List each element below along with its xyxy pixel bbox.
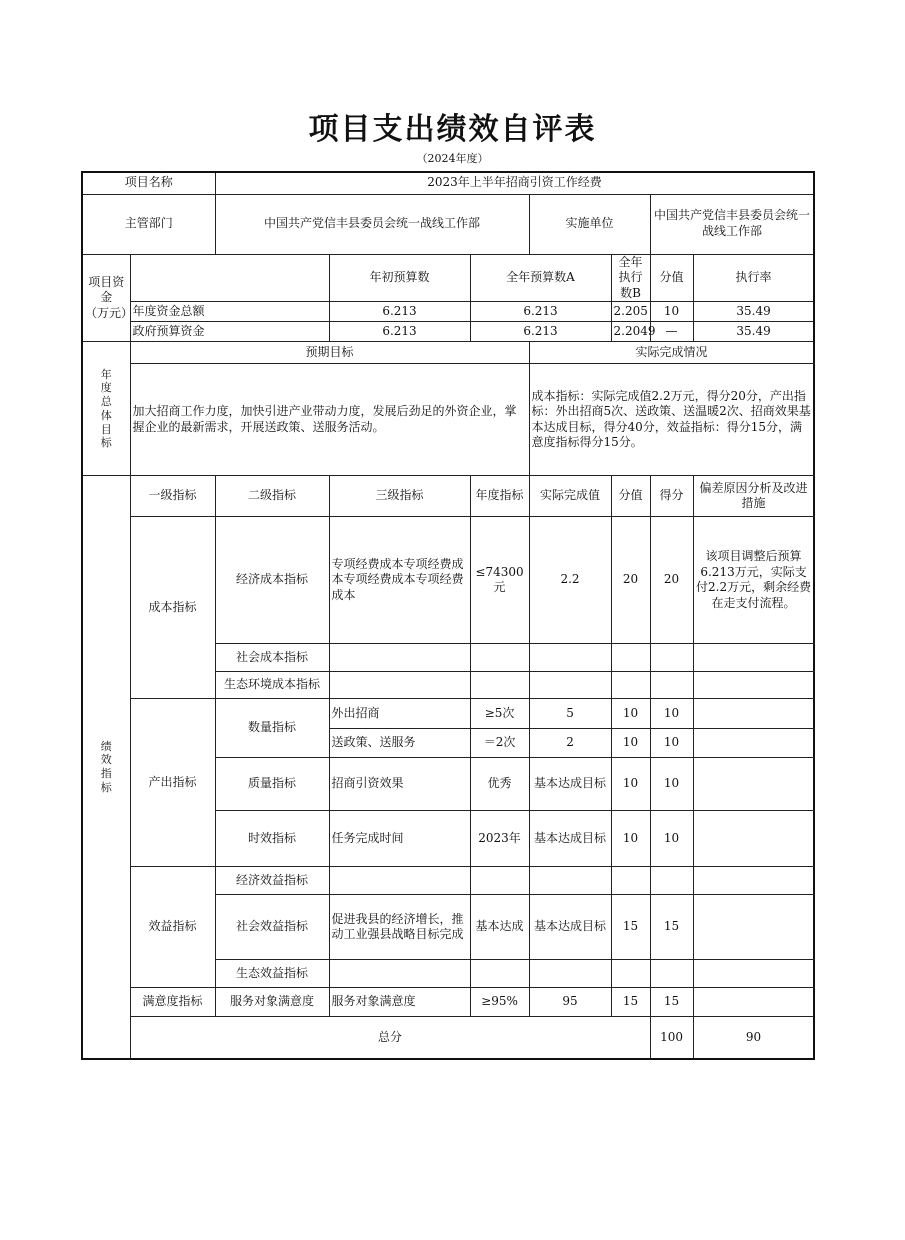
funds-header: 执行率 xyxy=(693,254,814,302)
funds-cell: 6.213 xyxy=(470,302,611,322)
timeliness-indicator: 时效指标 xyxy=(215,811,329,867)
satisfaction-l2: 服务对象满意度 xyxy=(215,988,329,1017)
expected-goal-header: 预期目标 xyxy=(130,342,529,364)
social-benefit-score: 15 xyxy=(650,895,693,960)
econ-cost-indicator: 经济成本指标 xyxy=(215,517,329,644)
total-score: 90 xyxy=(693,1017,814,1059)
quality-score: 10 xyxy=(650,758,693,811)
funds-cell: 35.49 xyxy=(693,302,814,322)
social-benefit-indicator: 社会效益指标 xyxy=(215,895,329,960)
project-name-label: 项目名称 xyxy=(82,172,215,194)
quality-actual: 基本达成目标 xyxy=(529,758,611,811)
eco-cost-indicator: 生态环境成本指标 xyxy=(215,672,329,699)
social-cost-indicator: 社会成本指标 xyxy=(215,644,329,672)
social-benefit-score-val: 15 xyxy=(611,895,650,960)
actual-status-text: 成本指标：实际完成值2.2万元，得分20分，产出指标：外出招商5次、送政策、送温暖2次、招商效果基本达成目标，得分40分，效益指标：得分15分，满意度指标得分15分。 xyxy=(529,364,814,476)
satisfaction-score: 15 xyxy=(650,988,693,1017)
quantity-l3: 外出招商 xyxy=(329,699,470,729)
satisfaction-actual: 95 xyxy=(529,988,611,1017)
funds-cell: 2.205 xyxy=(611,302,650,322)
econ-cost-l3: 专项经费成本专项经费成本专项经费成本专项经费成本 xyxy=(329,517,470,644)
quality-annual: 优秀 xyxy=(470,758,529,811)
eco-benefit-indicator: 生态效益指标 xyxy=(215,960,329,988)
expected-goal-text: 加大招商工作力度，加快引进产业带动力度，发展后劲足的外资企业，掌握企业的最新需求，开展送政策、送服务活动。 xyxy=(130,364,529,476)
performance-table xyxy=(81,171,815,1060)
quantity-actual: 2 xyxy=(529,729,611,758)
funds-header: 分值 xyxy=(650,254,693,302)
funds-cell: 6.213 xyxy=(329,322,470,342)
econ-cost-deviation: 该项目调整后预算6.213万元，实际支付2.2万元，剩余经费在走支付流程。 xyxy=(693,517,814,644)
report-year: （2024年度） xyxy=(416,152,489,165)
benefit-indicator: 效益指标 xyxy=(130,867,215,988)
col-header-deviation: 偏差原因分析及改进措施 xyxy=(693,476,814,517)
funds-header: 全年执行数B xyxy=(611,254,650,302)
satisfaction-l3: 服务对象满意度 xyxy=(329,988,470,1017)
impl-unit-label: 实施单位 xyxy=(529,194,650,254)
goals-label: 年度总体目标 xyxy=(100,367,112,450)
satisfaction-indicator: 满意度指标 xyxy=(130,988,215,1017)
quantity-score-val: 10 xyxy=(611,699,650,729)
funds-cell: 6.213 xyxy=(470,322,611,342)
funds-cell: 35.49 xyxy=(693,322,814,342)
funds-header: 年初预算数 xyxy=(329,254,470,302)
col-header-score-val: 分值 xyxy=(611,476,650,517)
funds-row-label: 年度资金总额 xyxy=(130,302,329,322)
econ-cost-score: 20 xyxy=(650,517,693,644)
social-benefit-actual: 基本达成目标 xyxy=(529,895,611,960)
project-name: 2023年上半年招商引资工作经费 xyxy=(215,172,814,194)
quantity-indicator: 数量指标 xyxy=(215,699,329,758)
quantity-score-val: 10 xyxy=(611,729,650,758)
econ-benefit-indicator: 经济效益指标 xyxy=(215,867,329,895)
col-header-score: 得分 xyxy=(650,476,693,517)
funds-row-label: 政府预算资金 xyxy=(130,322,329,342)
funds-label: 项目资金 （万元） xyxy=(82,254,130,342)
funds-header: 全年预算数A xyxy=(470,254,611,302)
funds-cell: 10 xyxy=(650,302,693,322)
quantity-annual: ＝2次 xyxy=(470,729,529,758)
quantity-annual: ≥5次 xyxy=(470,699,529,729)
satisfaction-score-val: 15 xyxy=(611,988,650,1017)
total-label: 总分 xyxy=(130,1017,650,1059)
social-benefit-annual: 基本达成 xyxy=(470,895,529,960)
quantity-score: 10 xyxy=(650,699,693,729)
col-header-l2: 二级指标 xyxy=(215,476,329,517)
cost-indicator: 成本指标 xyxy=(130,517,215,699)
col-header-l1: 一级指标 xyxy=(130,476,215,517)
quantity-score: 10 xyxy=(650,729,693,758)
col-header-annual: 年度指标 xyxy=(470,476,529,517)
total-score-val: 100 xyxy=(650,1017,693,1059)
timeliness-l3: 任务完成时间 xyxy=(329,811,470,867)
funds-cell: 6.213 xyxy=(329,302,470,322)
dept-label: 主管部门 xyxy=(82,194,215,254)
dept-value: 中国共产党信丰县委员会统一战线工作部 xyxy=(215,194,529,254)
page-title: 项目支出绩效自评表 xyxy=(308,112,597,147)
timeliness-score-val: 10 xyxy=(611,811,650,867)
col-header-actual: 实际完成值 xyxy=(529,476,611,517)
actual-status-header: 实际完成情况 xyxy=(529,342,814,364)
econ-cost-actual: 2.2 xyxy=(529,517,611,644)
quantity-actual: 5 xyxy=(529,699,611,729)
timeliness-actual: 基本达成目标 xyxy=(529,811,611,867)
output-indicator: 产出指标 xyxy=(130,699,215,867)
funds-cell: — xyxy=(650,322,693,342)
satisfaction-annual: ≥95% xyxy=(470,988,529,1017)
timeliness-annual: 2023年 xyxy=(470,811,529,867)
quality-l3: 招商引资效果 xyxy=(329,758,470,811)
quality-score-val: 10 xyxy=(611,758,650,811)
col-header-l3: 三级指标 xyxy=(329,476,470,517)
timeliness-score: 10 xyxy=(650,811,693,867)
impl-unit-value: 中国共产党信丰县委员会统一战线工作部 xyxy=(650,194,814,254)
funds-cell: 2.2049 xyxy=(611,322,650,342)
econ-cost-annual: ≤74300元 xyxy=(470,517,529,644)
quality-indicator: 质量指标 xyxy=(215,758,329,811)
quantity-l3: 送政策、送服务 xyxy=(329,729,470,758)
social-benefit-l3: 促进我县的经济增长，推动工业强县战略目标完成 xyxy=(329,895,470,960)
econ-cost-score-val: 20 xyxy=(611,517,650,644)
indicators-label: 绩效指标 xyxy=(100,739,112,794)
